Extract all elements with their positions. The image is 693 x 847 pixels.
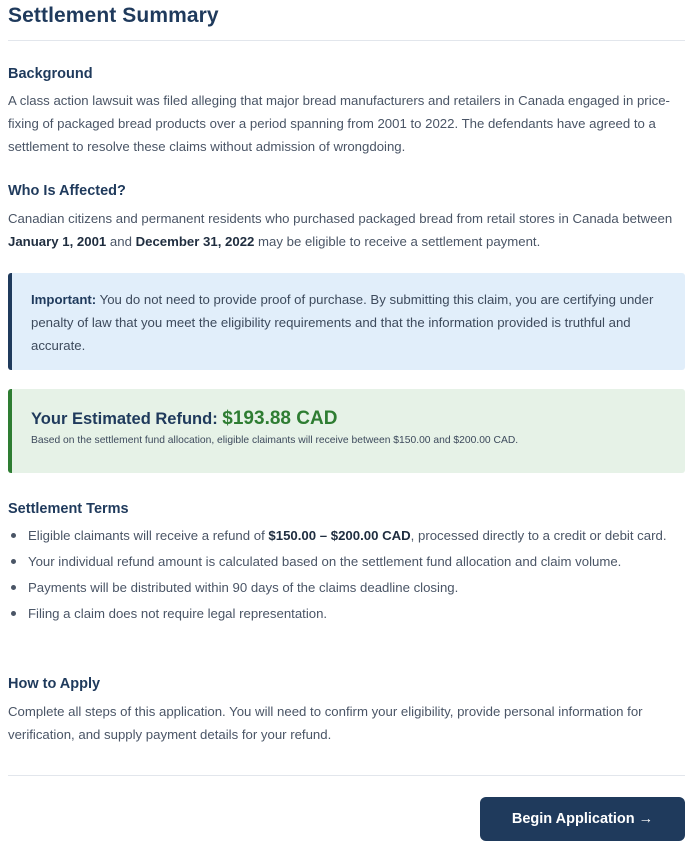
important-label: Important: <box>31 292 97 307</box>
list-item <box>8 550 685 573</box>
background-text: A class action lawsuit was filed alleging that major bread manufacturers and retailers in Canada engaged in price-fixing of packaged bread products over a period spanning from 2001 to 2022. The defendants have agreed to a settlement to resolve these claims without admission of wrongdoing. <box>8 93 670 154</box>
term-3: Payments will be distributed within 90 days of the claims deadline closing. <box>28 580 459 595</box>
who-affected-section <box>8 183 685 253</box>
refund-range: $150.00 – $200.00 CAD <box>268 528 411 543</box>
start-date: January 1, 2001 <box>8 234 107 249</box>
bullet-icon <box>11 585 16 590</box>
how-to-apply-text: Complete all steps of this application. You will need to confirm your eligibility, provide personal information for verification, and supply payment details for your refund. <box>8 704 643 742</box>
page-title: Settlement Summary <box>8 4 219 27</box>
estimated-refund-amount: $193.88 CAD <box>222 408 338 429</box>
list-item <box>8 602 685 625</box>
who-affected-heading: Who Is Affected? <box>8 183 126 199</box>
bullet-icon <box>11 533 16 538</box>
footer-divider <box>8 775 685 776</box>
background-section <box>8 66 685 158</box>
estimated-refund-card <box>8 389 685 473</box>
important-notice <box>8 273 685 370</box>
end-date: December 31, 2022 <box>135 234 255 249</box>
who-affected-text-start: Canadian citizens and permanent residents who purchased packaged bread from retail stores in Canada between <box>8 211 673 226</box>
settlement-terms-section <box>8 501 685 628</box>
how-to-apply-heading: How to Apply <box>8 676 101 692</box>
begin-application-button[interactable]: Begin Application → <box>480 797 685 841</box>
important-notice-text <box>31 288 663 357</box>
list-item <box>8 576 685 599</box>
term-1-start: Eligible claimants will receive a refund of <box>28 528 269 543</box>
settlement-terms-list <box>8 524 685 625</box>
list-item <box>8 524 685 547</box>
estimated-refund-line <box>31 408 665 430</box>
term-1-end: , processed directly to a credit or debit card. <box>410 528 667 543</box>
title-divider <box>8 40 685 41</box>
who-affected-text <box>8 207 685 253</box>
settlement-terms-heading: Settlement Terms <box>8 501 129 517</box>
term-2: Your individual refund amount is calculated based on the settlement fund allocation and claim volume. <box>28 554 622 569</box>
who-affected-text-end: may be eligible to receive a settlement payment. <box>254 234 541 249</box>
bullet-icon <box>11 611 16 616</box>
important-body: You do not need to provide proof of purchase. By submitting this claim, you are certifying under penalty of law that you meet the eligibility requirements and that the information provided is truthful and accurate. <box>31 292 654 353</box>
term-4: Filing a claim does not require legal representation. <box>28 606 328 621</box>
estimated-refund-note: Based on the settlement fund allocation, eligible claimants will receive between $150.00 and $200.00 CAD. <box>31 435 519 446</box>
bullet-icon <box>11 559 16 564</box>
who-affected-text-and: and <box>106 234 136 249</box>
how-to-apply-section <box>8 676 685 746</box>
background-heading: Background <box>8 66 93 82</box>
estimated-refund-label: Your Estimated Refund: <box>31 410 223 428</box>
